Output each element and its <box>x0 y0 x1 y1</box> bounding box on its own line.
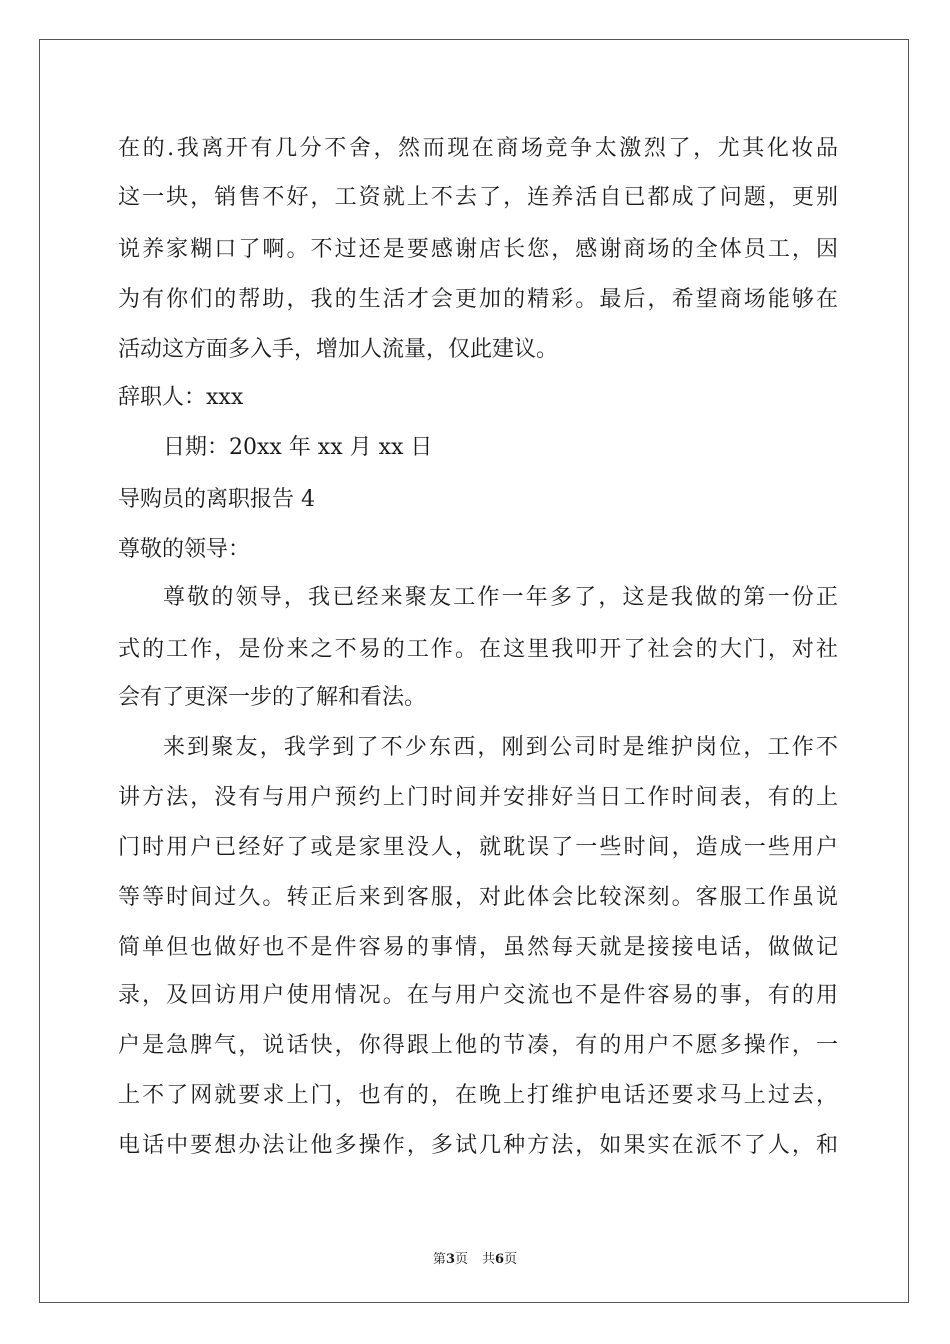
body-line-11: 门时用户已经好了或是家里没人，就耽误了一些时间，造成一些用户 <box>118 835 838 860</box>
body-line-4: 为有你们的帮助，我的生活才会更加的精彩。最后，希望商场能够在 <box>118 287 838 312</box>
body-line-1: 在的.我离开有几分不舍，然而现在商场竞争太激烈了，尤其化妆品 <box>118 136 838 161</box>
body-line-17: 电话中要想办法让他多操作，多试几种方法，如果实在派不了人，和 <box>118 1133 838 1158</box>
body-line-16: 上不了网就要求上门，也有的，在晚上打维护电话还要求马上过去， <box>118 1083 838 1108</box>
page-current: 3 <box>445 1252 455 1267</box>
body-line-8: 会有了更深一步的了解和看法。 <box>118 685 427 710</box>
section-title: 导购员的离职报告 4 <box>118 487 315 512</box>
page-suffix: 页 <box>454 1252 468 1267</box>
body-line-5: 活动这方面多入手，增加人流量，仅此建议。 <box>118 337 559 362</box>
body-line-2: 这一块，销售不好，工资就上不去了，连养活自已都成了问题，更别 <box>118 185 838 210</box>
body-line-15: 户是急脾气，说话快，你得跟上他的节凑，有的用户不愿多操作，一 <box>118 1033 838 1058</box>
resigner-line: 辞职人：xxx <box>118 385 244 410</box>
body-line-13: 简单但也做好也不是件容易的事情，虽然每天就是接接电话，做做记 <box>118 935 838 960</box>
body-line-7: 式的工作，是份来之不易的工作。在这里我叩开了社会的大门，对社 <box>118 637 838 662</box>
body-line-9: 来到聚友，我学到了不少东西，刚到公司时是维护岗位，工作不 <box>163 735 838 760</box>
body-line-10: 讲方法，没有与用户预约上门时间并安排好当日工作时间表，有的上 <box>118 785 838 810</box>
page-prefix: 第 <box>432 1252 446 1267</box>
body-line-12: 等等时间过久。转正后来到客服，对此体会比较深刻。客服工作虽说 <box>118 885 838 910</box>
date-line: 日期：20xx 年 xx 月 xx 日 <box>163 435 433 460</box>
page-footer <box>0 1248 950 1267</box>
total-suffix: 页 <box>504 1252 518 1267</box>
total-prefix: 共 <box>482 1252 496 1267</box>
salutation: 尊敬的领导： <box>118 537 251 562</box>
body-line-3: 说养家糊口了啊。不过还是要感谢店长您，感谢商场的全体员工，因 <box>118 237 838 262</box>
body-line-14: 录，及回访用户使用情况。在与用户交流也不是件容易的事，有的用 <box>118 983 838 1008</box>
body-line-6: 尊敬的领导，我已经来聚友工作一年多了，这是我做的第一份正 <box>163 585 838 610</box>
page-total: 6 <box>495 1252 505 1267</box>
